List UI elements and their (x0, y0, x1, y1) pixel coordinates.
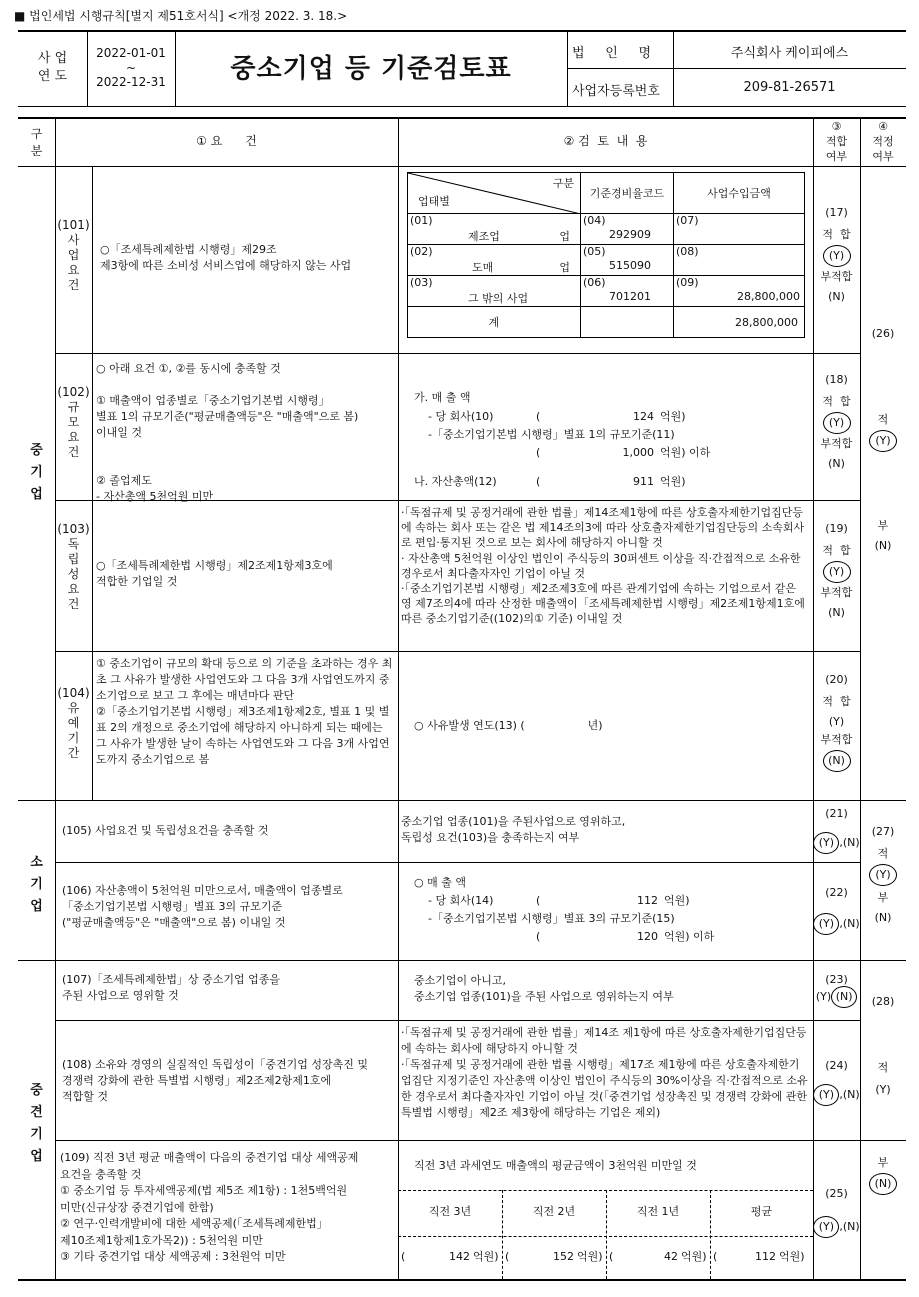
sales-head-1y: 직전 1년 (636, 1205, 680, 1218)
industry-table-head-gubun: 구분 (552, 177, 574, 190)
industry-table-head-code: 기준경비율코드 (581, 173, 674, 214)
fit-no-circle: (N) (823, 750, 851, 772)
row-102-label: (102) 규 모 요 건 (57, 385, 90, 459)
form-header: ■ 법인세법 시행규칙[별지 제51호서식] <개정 2022. 3. 18.> (14, 9, 348, 23)
col-fit3: ③ 적합 여부 (825, 120, 848, 163)
bizno: 209-81-26571 (743, 80, 836, 95)
fit-yes-circle: (Y) (823, 245, 851, 267)
fit-block-22: (22) (Y) ,(N) (813, 885, 860, 935)
industry-row: (01) 제조업 업 (04) 292909 (07) (408, 214, 805, 245)
row-101-label: (101) 사 업 요 건 (57, 218, 90, 292)
row-109-review: 직전 3년 과세연도 매출액의 평균금액이 3천억원 미만일 것 (414, 1159, 697, 1172)
year-label: 사 업 연 도 (37, 51, 68, 84)
row-105-review: 중소기업 업종(101)을 주된사업으로 영위하고, 독립성 요건(103)을 충족하는지 여부 (401, 815, 626, 844)
fit-yes-circle: (Y) (869, 864, 897, 886)
row-106-requirement: (106) 자산총액이 5천억원 미만으로서, 매출액이 업종별로 「중소기업기본법 시행령」별표 3의 규모기준 ("평균매출액등"은 "매출액"으로 봄) 이내일 것 (62, 884, 343, 929)
fit-yes-circle: (Y) (823, 561, 851, 583)
fit-block-23: (23) (Y) (N) (813, 972, 860, 1008)
sales-head-3y: 직전 3년 (428, 1205, 472, 1218)
industry-table-head-amount: 사업수입금액 (674, 173, 805, 214)
row-104-requirement: ① 중소기업이 규모의 확대 등으로 의 기준을 초과하는 경우 최초 그 사유가 발생한 사업연도와 그 다음 3개 사업연도까지 중소기업으로 보고 그 후에는 매년마다 판단 ②「중소기업기본법 시행령」제3조제1항제2호, 별표 1 및 별표 2의 개정으로 중소기업에 해당하지 아니하게 되는 때에는 그 사유가 발생한 날이 속하는 사업연도와 그 다음 3개 사업연도까지 중소기업으로 봄 (96, 657, 393, 766)
row-108-requirement: (108) 소유와 경영의 실질적인 독립성이「중견기업 성장촉진 및 경쟁력 강화에 관한 특별법 시행령」제2조제2항제1호에 적합할 것 (62, 1058, 368, 1103)
fit-block-20: (20) 적 합 (Y) 부적합 (N) (813, 672, 860, 772)
sales-val-2y: 152 (553, 1250, 574, 1263)
corp-name: 주식회사 케이피에스 (730, 46, 849, 61)
period-tilde: ~ (125, 61, 137, 75)
sales-val-3y: 142 (449, 1250, 470, 1263)
fit-yes-circle: (Y) (823, 412, 851, 434)
section-small: 소 기 업 (30, 855, 43, 914)
row-109-requirement: (109) 직전 3년 평균 매출액이 다음의 중견기업 대상 세액공제 요건을 충족할 것 ① 중소기업 등 투자세액공제(법 제5조 제1항) : 1천5백억원 미만(신규상장 중견기업에 한함) ② 연구·인력개발비에 대한 세액공제(「조세특례제한법」 제10조제1항제1호가목2)) : 5천억원 미만 ③ 기타 중견기업 대상 세액공제 : 3천원억 미만 (60, 1151, 359, 1263)
fit-block-21: (21) (Y) ,(N) (813, 806, 860, 854)
row-108-review: ·「독점규제 및 공정거래에 관한 법률」제14조 제1항에 따른 상호출자제한기업집단등에 속하는 회사에 해당하지 아니할 것 ·「독점규제 및 공정거래에 관한 법률 시행령」제17조 제1항에 따른 상호출자제한기업집단 지정기준인 자산총액 이상인 법인이 주식등의 30%이상을 직·간접적으로 소유한 경우로서 최다출자자인 기업이 아닐 것(「중견기업 성장촉진 및 경쟁력 강화에 관한 특별법 시행령」제2조 제3항에 해당하는 기업은 제외) (401, 1026, 808, 1119)
industry-total-row: 계 28,800,000 (408, 307, 805, 338)
industry-row: (02) 도매 업 (05) 515090 (08) (408, 245, 805, 276)
sales-head-2y: 직전 2년 (532, 1205, 576, 1218)
fit-no-circle: (N) (831, 986, 857, 1008)
section-mid: 중 견 기 업 (30, 1083, 43, 1164)
col-requirement: ① 요 건 (196, 134, 257, 148)
section-sme: 중 기 업 (30, 443, 43, 502)
sales-head-avg: 평균 (750, 1205, 773, 1218)
fit4-block-26: (26) 적 (Y) 부 (N) (860, 326, 906, 554)
sales-val-1y: 42 (664, 1250, 678, 1263)
fit-yes-circle: (Y) (813, 1216, 839, 1238)
row-103-label: (103) 독 립 성 요 건 (57, 522, 90, 611)
industry-table (407, 172, 805, 338)
col-review: ② 검 토 내 용 (563, 134, 648, 148)
fit-block-19: (19) 적 합 (Y) 부적합 (N) (820, 522, 853, 619)
fit-block-18: (18) 적 합 (Y) 부적합 (N) (820, 373, 853, 470)
col-fit4: ④ 적정 여부 (872, 120, 894, 163)
period-end: 2022-12-31 (96, 75, 166, 89)
fit-no-circle: (N) (869, 1173, 897, 1195)
industry-table-head-industry: 업태별 (418, 195, 450, 208)
corp-name-label: 법 인 명 (572, 46, 651, 61)
industry-row: (03) 그 밖의 사업 (06) 701201 (09) 28,800,000 (408, 276, 805, 307)
row-103-requirement: ○「조세특례제한법 시행령」제2조제1항제3호에 적합한 기업일 것 (96, 559, 333, 588)
fit-yes-circle: (Y) (813, 1084, 839, 1106)
row-104-review: ○ 사유발생 연도(13) ( 년) (414, 719, 603, 732)
fit-block-17: (17) 적 합 (Y) 부적합 (N) (820, 206, 853, 303)
fit-block-24: (24) (Y) ,(N) (813, 1058, 860, 1106)
fit-yes-circle: (Y) (813, 913, 839, 935)
row-102-requirement: ○ 아래 요건 ①, ②를 동시에 충족할 것 ① 매출액이 업종별로「중소기업기본법 시행령」 별표 1의 규모기준("평균매출액등"은 "매출액"으로 봄) 이내일 것 ② 졸업제도 - 자산총액 5천억원 미만 (96, 362, 359, 503)
bizno-label: 사업자등록번호 (572, 84, 660, 99)
fit-yes-circle: (Y) (869, 430, 897, 452)
row-107-requirement: (107)「조세특례제한법」상 중소기업 업종을 주된 사업으로 영위할 것 (62, 973, 280, 1002)
col-gubun: 구 분 (30, 127, 43, 158)
fit-block-25: (25) (Y) ,(N) (813, 1186, 860, 1238)
row-104-label: (104) 유 예 기 간 (57, 686, 90, 760)
row-103-review: ·「독점규제 및 공정거래에 관한 법률」제14조제1항에 따른 상호출자제한기업집단등에 속하는 회사 또는 같은 법 제14조의3에 따라 상호출자제한기업집단등의 소속회사로 편입·통지된 것으로 보는 회사에 해당하지 아니할 것 · 자산총액 5천억원 이상인 법인이 주식등의 30퍼센트 이상을 직·간접적으로 소유한 경우로서 최다출자자인 기업이 아닐 것 ·「중소기업기본법 시행령」제2조제3호에 따른 관계기업에 속하는 기업으로서 같은 영 제7조의4에 따라 산정한 매출액이「조세특례제한법 시행령」제2조제1항제1호에 따른 중소기업기준((102)의① 기준) 이내일 것 (401, 506, 805, 626)
fit4-block-28: (28) 적 (Y) (871, 995, 895, 1096)
fit-yes-circle: (Y) (813, 832, 839, 854)
row-107-review: 중소기업이 아니고, 중소기업 업종(101)을 주된 사업으로 영위하는지 여부 (414, 974, 674, 1003)
row-101-requirement: ○「조세특례제한법 시행령」제29조 제3항에 따른 소비성 서비스업에 해당하지 않는 사업 (100, 243, 352, 272)
period-start: 2022-01-01 (96, 46, 166, 60)
fit4-block-109: 부 (N) (860, 1155, 906, 1195)
sales-val-avg: 112 (755, 1250, 776, 1263)
row-105-requirement: (105) 사업요건 및 독립성요건을 충족할 것 (62, 824, 269, 837)
fit4-block-27: (27) 적 (Y) 부 (N) (860, 824, 906, 926)
page-title: 중소기업 등 기준검토표 (230, 54, 512, 84)
